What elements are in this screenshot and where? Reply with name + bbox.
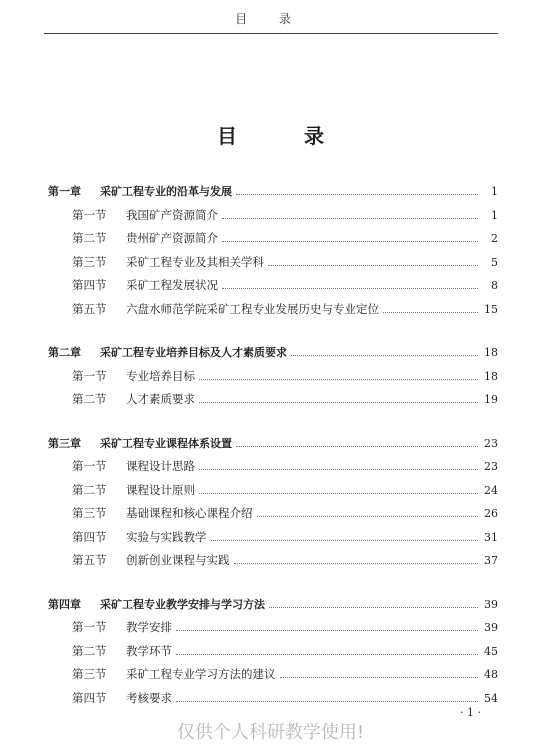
page-ref: 18: [484, 369, 498, 383]
section-number: 第一节: [72, 459, 107, 473]
dot-leader: [236, 446, 478, 447]
chapter-entry[interactable]: [48, 432, 498, 456]
dot-leader: [222, 288, 478, 289]
page-ref: 8: [491, 279, 498, 292]
header-rule: [44, 33, 498, 34]
section-title: 课程设计原则: [126, 482, 195, 497]
page-ref: 15: [484, 302, 498, 316]
section-number: 第二节: [72, 392, 107, 406]
chapter-title: 采矿工程专业的沿革与发展: [100, 185, 232, 198]
dot-leader: [234, 563, 479, 564]
section-entry[interactable]: [48, 227, 498, 251]
dot-leader: [199, 402, 478, 403]
page-ref: 1: [491, 185, 498, 198]
section-entry[interactable]: [48, 204, 498, 228]
page-number: · 1 ·: [460, 706, 481, 719]
page-ref: 54: [484, 691, 498, 705]
dot-leader: [211, 540, 479, 541]
dot-leader: [199, 469, 478, 470]
dot-leader: [383, 312, 478, 313]
section-title: 教学环节: [126, 643, 172, 658]
section-number: 第四节: [72, 278, 107, 292]
section-entry[interactable]: [48, 687, 498, 711]
section-entry[interactable]: [48, 455, 498, 479]
chapter-entry[interactable]: [48, 593, 498, 617]
section-number: 第二节: [72, 231, 107, 245]
section-entry[interactable]: [48, 298, 498, 322]
section-number: 第四节: [72, 690, 107, 705]
chapter-title: 采矿工程专业教学安排与学习方法: [100, 597, 265, 611]
section-number: 第五节: [72, 301, 107, 316]
chapter-block: [48, 341, 498, 412]
section-title: 采矿工程专业及其相关学科: [126, 254, 264, 269]
section-number: 第二节: [72, 482, 107, 497]
dot-leader: [257, 516, 479, 517]
page-ref: 5: [491, 255, 498, 269]
dot-leader: [280, 677, 479, 678]
dot-leader: [291, 355, 478, 356]
section-number: 第五节: [72, 553, 107, 567]
dot-leader: [199, 379, 478, 380]
section-title: 六盘水师范学院采矿工程专业发展历史与专业定位: [126, 301, 379, 316]
section-title: 专业培养目标: [126, 368, 195, 383]
page-ref: 37: [484, 554, 498, 567]
toc-title: 目 录: [217, 124, 354, 148]
section-title: 人才素质要求: [126, 392, 195, 406]
section-entry[interactable]: [48, 479, 498, 503]
page-ref: 48: [484, 668, 498, 681]
section-entry[interactable]: [48, 526, 498, 550]
section-title: 我国矿产资源简介: [126, 207, 218, 222]
page-ref: 31: [484, 530, 498, 544]
dot-leader: [199, 493, 478, 494]
section-number: 第一节: [72, 207, 107, 222]
section-title: 采矿工程专业学习方法的建议: [126, 667, 276, 681]
section-title: 教学安排: [126, 620, 172, 634]
section-number: 第三节: [72, 667, 107, 681]
page-ref: 19: [484, 393, 498, 406]
chapter-block: [48, 180, 498, 321]
chapter-entry[interactable]: [48, 341, 498, 365]
section-entry[interactable]: [48, 274, 498, 298]
page-ref: 23: [484, 436, 498, 450]
section-title: 课程设计思路: [126, 459, 195, 473]
section-entry[interactable]: [48, 251, 498, 275]
section-title: 考核要求: [126, 690, 172, 705]
section-number: 第四节: [72, 529, 107, 544]
dot-leader: [176, 630, 478, 631]
section-title: 实验与实践教学: [126, 529, 207, 544]
page-ref: 2: [491, 232, 498, 245]
chapter-number: 第一章: [48, 185, 81, 198]
section-title: 创新创业课程与实践: [126, 553, 230, 567]
section-entry[interactable]: [48, 549, 498, 573]
section-entry[interactable]: [48, 640, 498, 664]
table-of-contents: [48, 180, 498, 730]
section-number: 第三节: [72, 254, 107, 269]
chapter-number: 第四章: [48, 597, 81, 611]
page-ref: 18: [484, 346, 498, 359]
page-ref: 26: [484, 507, 498, 520]
chapter-block: [48, 593, 498, 711]
section-entry[interactable]: [48, 616, 498, 640]
dot-leader: [236, 194, 478, 195]
section-number: 第一节: [72, 620, 107, 634]
chapter-number: 第三章: [48, 436, 81, 450]
section-number: 第二节: [72, 643, 107, 658]
dot-leader: [268, 265, 478, 266]
page-ref: 23: [484, 460, 498, 473]
chapter-block: [48, 432, 498, 573]
dot-leader: [222, 241, 478, 242]
section-number: 第三节: [72, 506, 107, 520]
dot-leader: [176, 654, 478, 655]
section-title: 贵州矿产资源简介: [126, 231, 218, 245]
chapter-title: 采矿工程专业培养目标及人才素质要求: [100, 346, 287, 359]
dot-leader: [222, 218, 478, 219]
running-header: 目 录: [235, 12, 305, 26]
page-ref: 24: [484, 483, 498, 497]
section-entry[interactable]: [48, 365, 498, 389]
watermark: 仅供个人科研教学使用!: [176, 722, 365, 743]
page-ref: 45: [484, 644, 498, 658]
section-title: 采矿工程发展状况: [126, 278, 218, 292]
page-ref: 1: [491, 208, 498, 222]
section-number: 第一节: [72, 368, 107, 383]
page-ref: 39: [484, 597, 498, 611]
page-ref: 39: [484, 621, 498, 634]
chapter-title: 采矿工程专业课程体系设置: [100, 436, 232, 450]
dot-leader: [176, 701, 478, 702]
section-entry[interactable]: [48, 388, 498, 412]
section-entry[interactable]: [48, 663, 498, 687]
chapter-number: 第二章: [48, 346, 81, 359]
section-title: 基础课程和核心课程介绍: [126, 506, 253, 520]
section-entry[interactable]: [48, 502, 498, 526]
dot-leader: [269, 607, 478, 608]
chapter-entry[interactable]: [48, 180, 498, 204]
